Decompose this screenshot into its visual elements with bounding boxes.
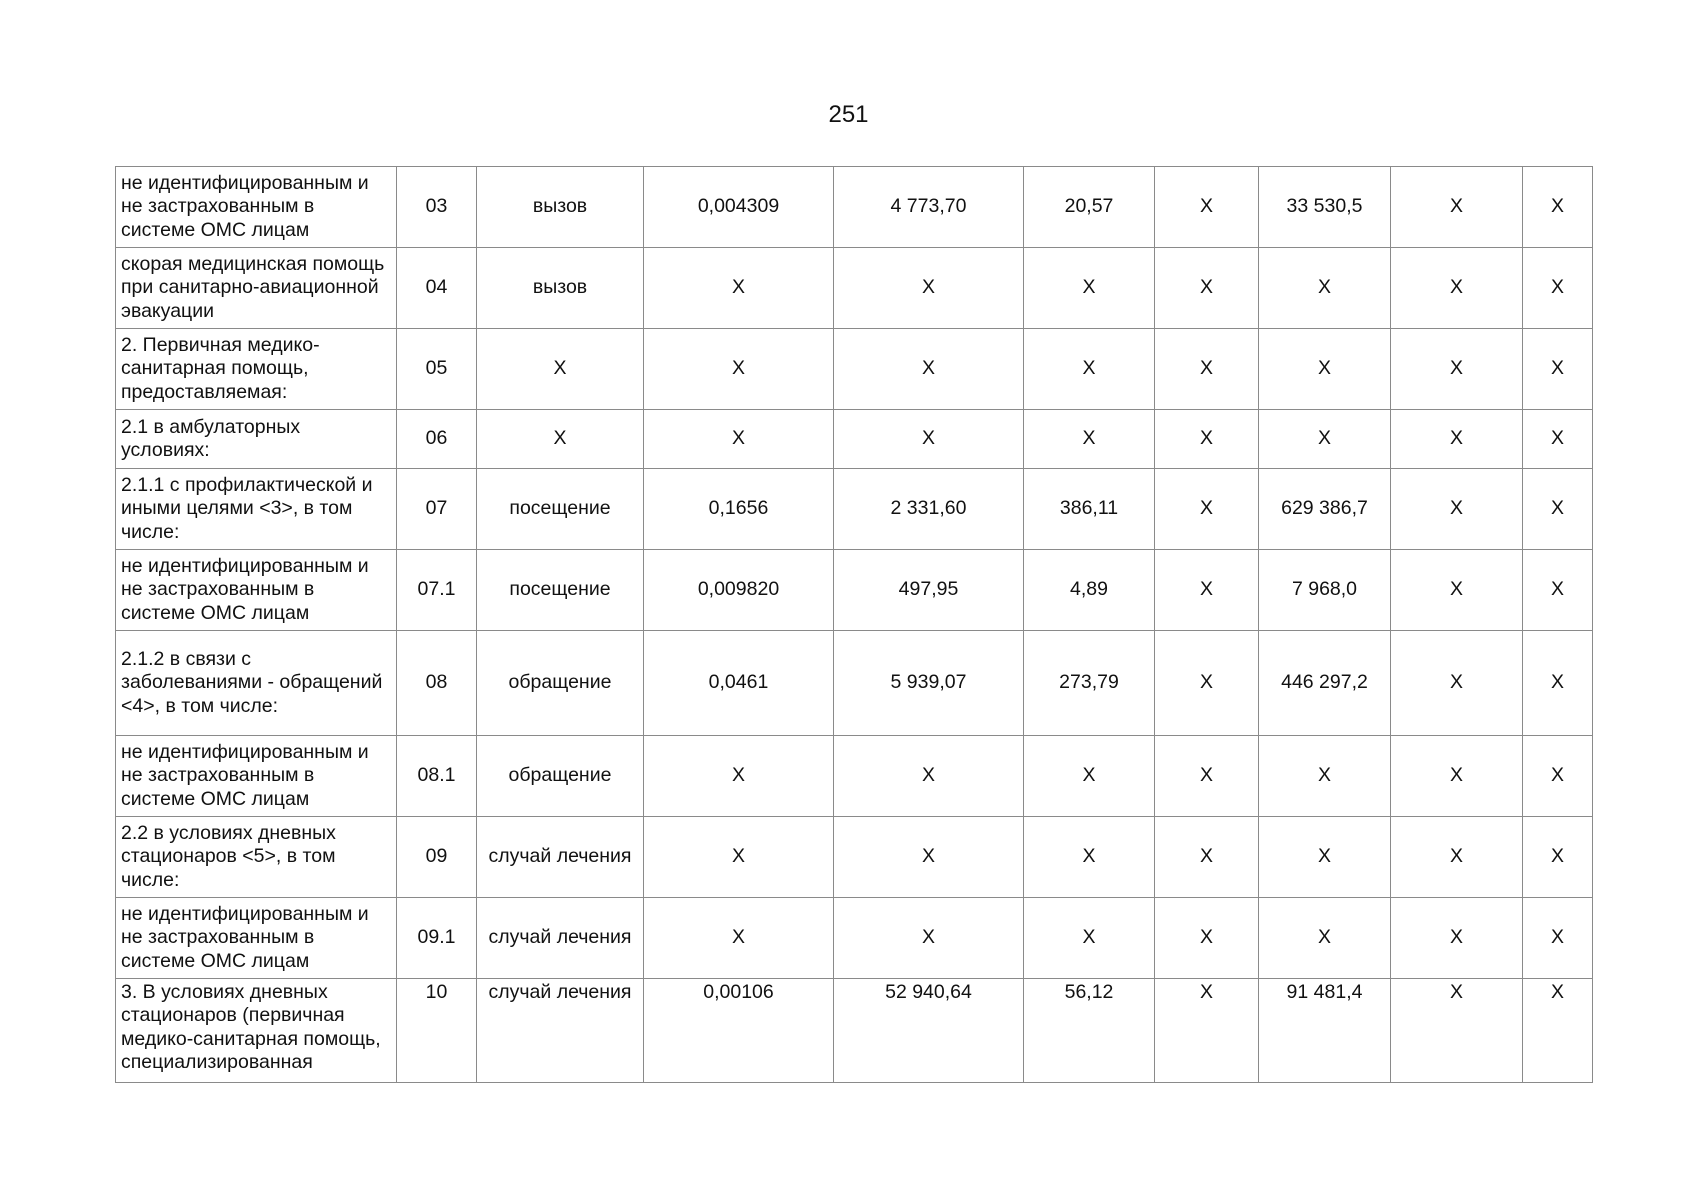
cell-col9: X bbox=[1391, 167, 1523, 248]
table-row bbox=[116, 631, 1593, 736]
cell-col10: X bbox=[1523, 167, 1593, 248]
row-unit: случай лечения bbox=[477, 817, 644, 898]
cell-col6: 4,89 bbox=[1024, 550, 1155, 631]
cell-col7: X bbox=[1155, 469, 1259, 550]
table-row bbox=[116, 979, 1593, 1083]
table-row bbox=[116, 898, 1593, 979]
cell-col8: 33 530,5 bbox=[1259, 167, 1391, 248]
cell-col5: 2 331,60 bbox=[834, 469, 1024, 550]
row-description: 2.1 в амбулаторных условиях: bbox=[116, 410, 397, 469]
cell-col10: X bbox=[1523, 631, 1593, 736]
cell-col4: X bbox=[644, 410, 834, 469]
cell-col7: X bbox=[1155, 979, 1259, 1083]
cell-col8: X bbox=[1259, 736, 1391, 817]
cell-col4: X bbox=[644, 736, 834, 817]
row-description: не идентифицированным и не застрахованным в системе ОМС лицам bbox=[116, 550, 397, 631]
row-code: 08.1 bbox=[397, 736, 477, 817]
cell-col7: X bbox=[1155, 736, 1259, 817]
cell-col9: X bbox=[1391, 550, 1523, 631]
row-code: 06 bbox=[397, 410, 477, 469]
cell-col6: X bbox=[1024, 248, 1155, 329]
cell-col10: X bbox=[1523, 410, 1593, 469]
table-row bbox=[116, 248, 1593, 329]
row-description: 2.2 в условиях дневных стационаров <5>, в том числе: bbox=[116, 817, 397, 898]
cell-col9: X bbox=[1391, 979, 1523, 1083]
row-unit: случай лечения bbox=[477, 979, 644, 1083]
cell-col7: X bbox=[1155, 550, 1259, 631]
cell-col5: X bbox=[834, 736, 1024, 817]
cell-col4: X bbox=[644, 248, 834, 329]
cell-col9: X bbox=[1391, 817, 1523, 898]
cell-col8: 7 968,0 bbox=[1259, 550, 1391, 631]
row-unit: случай лечения bbox=[477, 898, 644, 979]
cell-col6: 386,11 bbox=[1024, 469, 1155, 550]
cell-col6: X bbox=[1024, 898, 1155, 979]
table-row bbox=[116, 469, 1593, 550]
cell-col6: X bbox=[1024, 736, 1155, 817]
row-unit: посещение bbox=[477, 550, 644, 631]
table-row bbox=[116, 410, 1593, 469]
row-description: не идентифицированным и не застрахованным в системе ОМС лицам bbox=[116, 167, 397, 248]
cell-col6: X bbox=[1024, 329, 1155, 410]
cell-col5: 497,95 bbox=[834, 550, 1024, 631]
cell-col9: X bbox=[1391, 898, 1523, 979]
cell-col7: X bbox=[1155, 631, 1259, 736]
row-code: 07.1 bbox=[397, 550, 477, 631]
row-description: не идентифицированным и не застрахованным в системе ОМС лицам bbox=[116, 736, 397, 817]
cell-col4: X bbox=[644, 329, 834, 410]
row-unit: обращение bbox=[477, 631, 644, 736]
cell-col4: X bbox=[644, 817, 834, 898]
table-row bbox=[116, 550, 1593, 631]
row-description: 2.1.2 в связи с заболеваниями - обращений <4>, в том числе: bbox=[116, 631, 397, 736]
cell-col5: 4 773,70 bbox=[834, 167, 1024, 248]
row-description: 2.1.1 с профилактической и иными целями <3>, в том числе: bbox=[116, 469, 397, 550]
cell-col7: X bbox=[1155, 410, 1259, 469]
cell-col4: 0,004309 bbox=[644, 167, 834, 248]
cell-col9: X bbox=[1391, 469, 1523, 550]
row-unit: X bbox=[477, 329, 644, 410]
table-row bbox=[116, 167, 1593, 248]
cell-col4: 0,0461 bbox=[644, 631, 834, 736]
page-number: 251 bbox=[828, 101, 869, 128]
row-unit: вызов bbox=[477, 167, 644, 248]
cell-col5: X bbox=[834, 898, 1024, 979]
row-description: скорая медицинская помощь при санитарно-авиационной эвакуации bbox=[116, 248, 397, 329]
row-unit: посещение bbox=[477, 469, 644, 550]
cell-col5: X bbox=[834, 817, 1024, 898]
cell-col9: X bbox=[1391, 329, 1523, 410]
cell-col9: X bbox=[1391, 736, 1523, 817]
row-code: 09.1 bbox=[397, 898, 477, 979]
row-unit: обращение bbox=[477, 736, 644, 817]
cell-col9: X bbox=[1391, 631, 1523, 736]
cell-col7: X bbox=[1155, 898, 1259, 979]
cell-col8: X bbox=[1259, 248, 1391, 329]
cell-col6: 20,57 bbox=[1024, 167, 1155, 248]
cell-col8: X bbox=[1259, 817, 1391, 898]
cell-col5: X bbox=[834, 248, 1024, 329]
cell-col6: 56,12 bbox=[1024, 979, 1155, 1083]
cell-col4: X bbox=[644, 898, 834, 979]
cell-col8: X bbox=[1259, 410, 1391, 469]
cell-col4: 0,1656 bbox=[644, 469, 834, 550]
row-code: 08 bbox=[397, 631, 477, 736]
cell-col10: X bbox=[1523, 469, 1593, 550]
cell-col6: X bbox=[1024, 817, 1155, 898]
table-row bbox=[116, 817, 1593, 898]
row-description: 2. Первичная медико-санитарная помощь, предоставляемая: bbox=[116, 329, 397, 410]
row-code: 05 bbox=[397, 329, 477, 410]
cell-col9: X bbox=[1391, 410, 1523, 469]
row-unit: X bbox=[477, 410, 644, 469]
cell-col8: X bbox=[1259, 329, 1391, 410]
cell-col5: 52 940,64 bbox=[834, 979, 1024, 1083]
cell-col5: X bbox=[834, 329, 1024, 410]
cell-col7: X bbox=[1155, 329, 1259, 410]
cell-col10: X bbox=[1523, 329, 1593, 410]
row-code: 07 bbox=[397, 469, 477, 550]
cell-col9: X bbox=[1391, 248, 1523, 329]
row-code: 04 bbox=[397, 248, 477, 329]
cell-col10: X bbox=[1523, 979, 1593, 1083]
cell-col7: X bbox=[1155, 167, 1259, 248]
row-description: не идентифицированным и не застрахованным в системе ОМС лицам bbox=[116, 898, 397, 979]
row-code: 09 bbox=[397, 817, 477, 898]
row-code: 03 bbox=[397, 167, 477, 248]
cell-col10: X bbox=[1523, 248, 1593, 329]
cell-col7: X bbox=[1155, 248, 1259, 329]
table-row bbox=[116, 329, 1593, 410]
cell-col7: X bbox=[1155, 817, 1259, 898]
medical-care-table bbox=[115, 166, 1593, 1083]
cell-col4: 0,009820 bbox=[644, 550, 834, 631]
cell-col8: 446 297,2 bbox=[1259, 631, 1391, 736]
cell-col8: 91 481,4 bbox=[1259, 979, 1391, 1083]
cell-col4: 0,00106 bbox=[644, 979, 834, 1083]
cell-col6: 273,79 bbox=[1024, 631, 1155, 736]
row-unit: вызов bbox=[477, 248, 644, 329]
table-row bbox=[116, 736, 1593, 817]
cell-col8: 629 386,7 bbox=[1259, 469, 1391, 550]
row-description: 3. В условиях дневных стационаров (первичная медико-санитарная помощь, специализированная bbox=[116, 979, 397, 1083]
cell-col10: X bbox=[1523, 550, 1593, 631]
cell-col10: X bbox=[1523, 898, 1593, 979]
cell-col5: 5 939,07 bbox=[834, 631, 1024, 736]
cell-col8: X bbox=[1259, 898, 1391, 979]
cell-col6: X bbox=[1024, 410, 1155, 469]
cell-col10: X bbox=[1523, 736, 1593, 817]
cell-col10: X bbox=[1523, 817, 1593, 898]
cell-col5: X bbox=[834, 410, 1024, 469]
table-body bbox=[116, 167, 1593, 1083]
row-code: 10 bbox=[397, 979, 477, 1083]
